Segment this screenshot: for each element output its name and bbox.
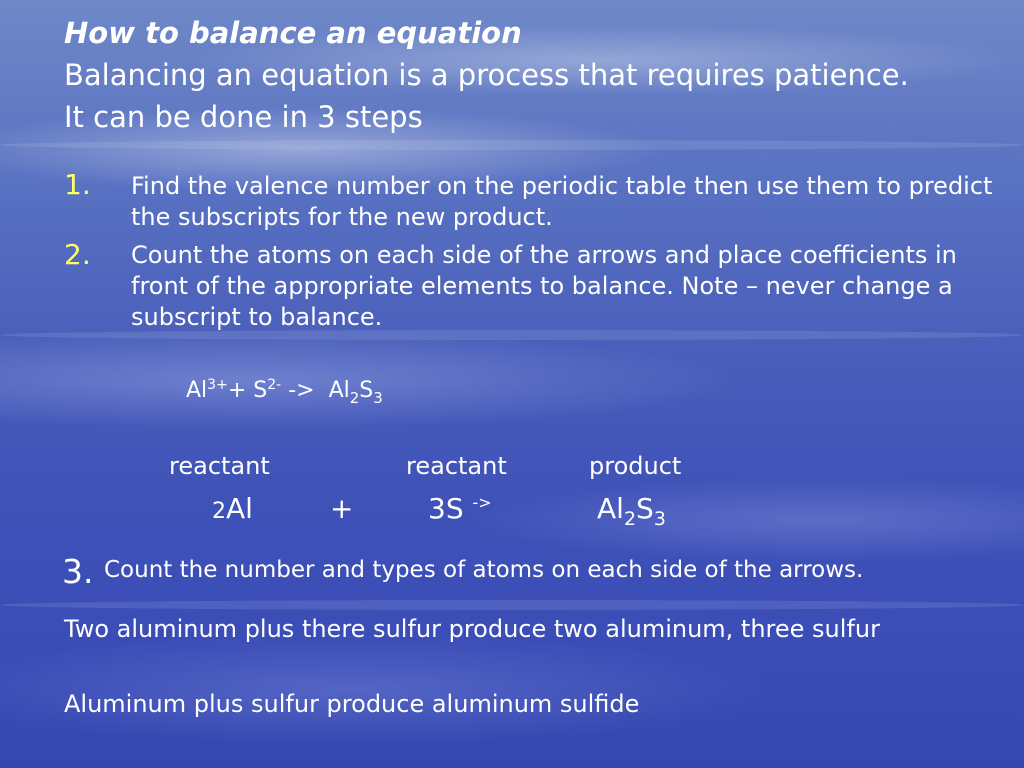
eq1-s-charge: 2- (267, 377, 282, 393)
eq2-reactant-al (212, 492, 253, 525)
intro-line-1: Balancing an equation is a process that requires patience. (64, 58, 909, 92)
eq1-al-charge: 3+ (207, 377, 228, 393)
eq2-reactant-s (428, 492, 492, 525)
equation-1 (186, 377, 383, 407)
eq1-arrow: -> (288, 378, 315, 403)
slide-title: How to balance an equation (64, 16, 522, 50)
step-1-text: Find the valence number on the periodic table then use them to predict the subscripts for the new product. (131, 172, 993, 231)
eq1-product-s-sub: 3 (373, 389, 383, 407)
eq1-al: Al (186, 378, 208, 403)
background-wave (0, 600, 1024, 610)
label-reactant-2: reactant (406, 452, 507, 480)
intro-line-2: It can be done in 3 steps (64, 100, 423, 134)
eq2-al: Al (226, 492, 253, 525)
label-reactant-1: reactant (169, 452, 270, 480)
background-wave (0, 140, 1024, 150)
label-product: product (589, 452, 682, 480)
eq2-product-al-sub: 2 (623, 508, 637, 530)
eq1-product-al-sub: 2 (349, 389, 360, 407)
atom-count-sentence: Two aluminum plus there sulfur produce two aluminum, three sulfur (64, 615, 880, 643)
word-equation-sentence: Aluminum plus sulfur produce aluminum sulfide (64, 690, 640, 718)
step-1-number: 1. (64, 168, 91, 201)
eq1-product-s: S (359, 378, 374, 403)
eq1-product-al: Al (328, 378, 350, 403)
eq2-coefficient: 2 (212, 499, 226, 524)
step-2-number: 2. (64, 238, 91, 271)
eq2-s: 3S (428, 492, 464, 525)
step-3-number: 3. (62, 552, 94, 591)
step-3-text: Count the number and types of atoms on each side of the arrows. (104, 557, 864, 583)
eq2-plus: + (330, 492, 354, 525)
eq1-plus-s: + S (227, 378, 268, 403)
step-2-text: Count the atoms on each side of the arrows and place coefficients in front of the appropriate elements to balance. Note – never change a subscript to balance. (131, 241, 957, 331)
eq2-product-s: S (636, 492, 654, 525)
eq2-product-s-sub: 3 (653, 508, 666, 530)
eq2-product-al: Al (597, 492, 624, 525)
eq2-product (597, 492, 666, 530)
eq2-arrow: -> (472, 493, 492, 512)
